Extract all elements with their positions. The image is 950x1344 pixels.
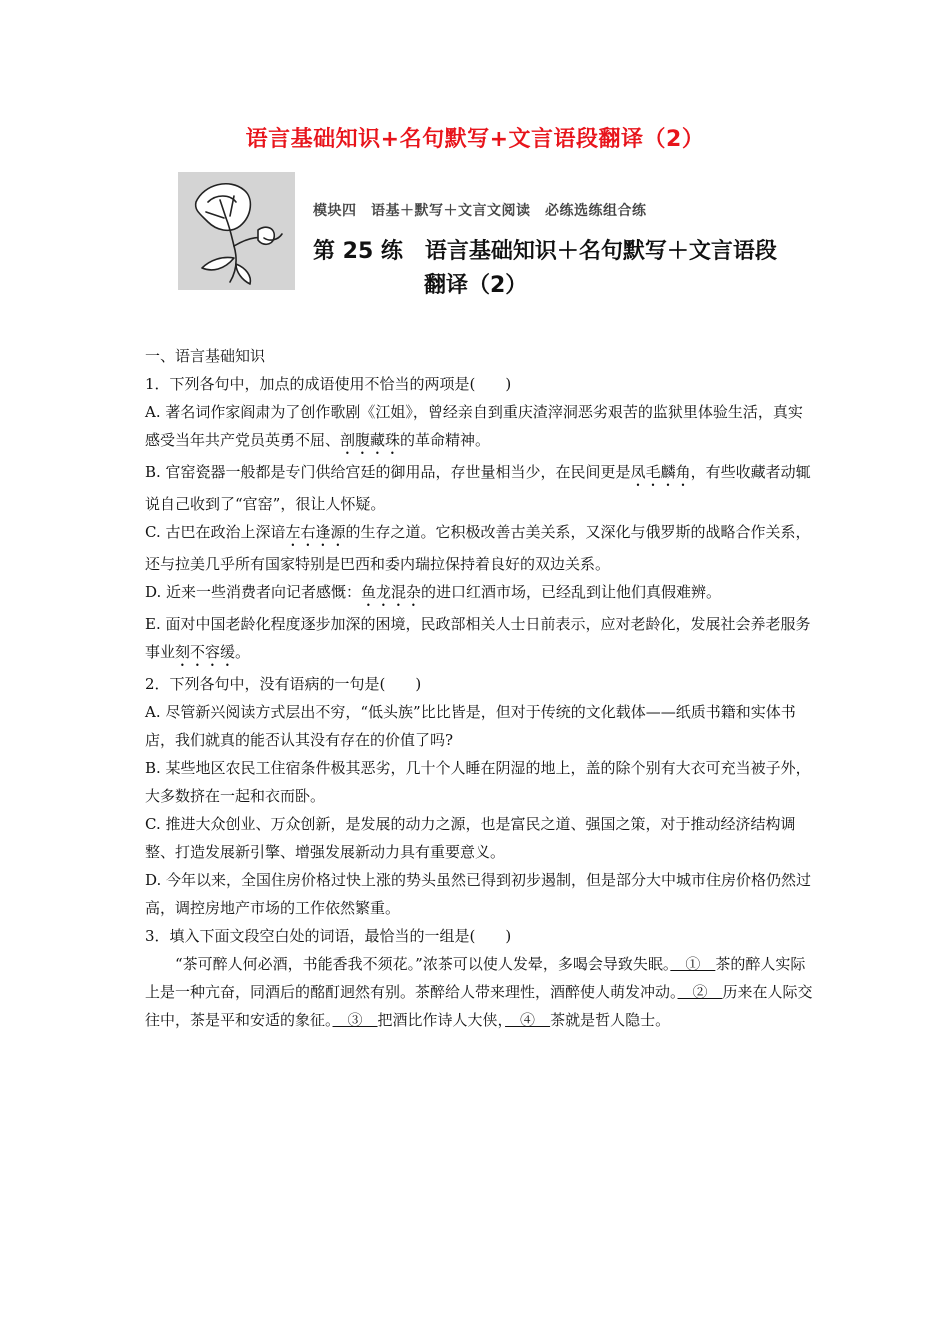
question-1-stem: 1．下列各句中，加点的成语使用不恰当的两项是( ) [145, 375, 512, 393]
option-text: 的革命精神。 [400, 431, 491, 449]
question-3-passage [145, 950, 815, 1034]
question-2-option-d: D. 今年以来，全国住房价格过快上涨的势头虽然已得到初步遏制，但是部分大中城市住房价格仍然过高，调控房地产市场的工作依然繁重。 [145, 871, 812, 917]
module-banner [178, 172, 828, 298]
question-2-stem: 2．下列各句中，没有语病的一句是( ) [145, 675, 422, 693]
dotted-idiom: 刻不容缓 [175, 643, 236, 661]
section-heading: 一、语言基础知识 [145, 347, 266, 365]
passage-text: 把酒比作诗人大侠， [377, 1011, 506, 1029]
dotted-idiom: 剖腹藏珠 [340, 431, 401, 449]
module-label: 模块四 语基＋默写＋文言文阅读 必练选练组合练 [313, 203, 647, 219]
option-text: B. 官窑瓷器一般都是专门供给宫廷的御用品，存世量相当少，在民间更是 [145, 463, 631, 481]
question-1-option-d [145, 578, 815, 610]
dotted-idiom: 凤毛麟角 [630, 463, 691, 481]
question-3-stem: 3．填入下面文段空白处的词语，最恰当的一组是( ) [145, 927, 512, 945]
option-text: 。 [235, 643, 251, 661]
option-text: D. 近来一些消费者向记者感慨： [145, 583, 362, 601]
option-text: 的生存之道。它积极改善古美关系，又深化与俄罗斯的战略合作关系，还与拉美几乎所有国家特别是巴西和委内瑞拉保持着良好的双边关系。 [145, 523, 811, 573]
question-1-option-e [145, 610, 815, 670]
passage-text: 历来在人际交往中，茶是平和安适的象征。 [145, 983, 813, 1029]
fill-blank: ③ [332, 1011, 378, 1029]
option-text: A. 著名词作家阎肃为了创作歌剧《江姐》，曾经亲自到重庆渣滓洞恶劣艰苦的监狱里体验生活，真实感受当年共产党员英勇不屈、 [145, 403, 803, 449]
exercise-title-continued: 翻译（2） [424, 273, 528, 298]
question-2-option-b: B. 某些地区农民工住宿条件极其恶劣，几十个人睡在阴湿的地上，盖的除个别有大衣可充当被子外，大多数挤在一起和衣而卧。 [145, 759, 811, 805]
question-1-option-a [145, 398, 815, 458]
fill-blank: ② [677, 983, 723, 1001]
option-text: ，有些收藏者动辄说自己收到了“官窑”，很让人怀疑。 [145, 463, 811, 513]
dotted-idiom: 鱼龙混杂 [361, 583, 422, 601]
option-text: C. 古巴在政治上深谙 [145, 523, 286, 541]
dotted-idiom: 左右逢源 [285, 523, 346, 541]
passage-text: 茶的醉人实际上是一种亢奋，同酒后的酩酊迥然有别。茶醉给人带来理性，酒醉使人萌发冲动。 [145, 955, 806, 1001]
morning-glory-flower-icon [178, 172, 295, 290]
question-1-option-c [145, 518, 815, 578]
question-2-option-a: A. 尽管新兴阅读方式层出不穷，“低头族”比比皆是，但对于传统的文化载体——纸质书籍和实体书店，我们就真的能否认其没有存在的价值了吗? [145, 703, 796, 749]
fill-blank: ④ [505, 1011, 551, 1029]
passage-text: “茶可醉人何必酒，书能香我不须花。”浓茶可以使人发晕，多喝会导致失眠。 [175, 955, 671, 973]
fill-blank: ① [670, 955, 716, 973]
document-body [145, 342, 815, 1034]
option-text: 的进口红酒市场，已经乱到让他们真假难辨。 [421, 583, 722, 601]
option-text: E. 面对中国老龄化程度逐步加深的困境，民政部相关人士日前表示，应对老龄化，发展社会养老服务事业 [145, 615, 811, 661]
passage-text: 茶就是哲人隐士。 [550, 1011, 671, 1029]
page-title: 语言基础知识+名句默写+文言语段翻译（2） [245, 127, 705, 152]
exercise-title: 第 25 练 语言基础知识＋名句默写＋文言语段 [313, 239, 777, 264]
question-2-option-c: C. 推进大众创业、万众创新，是发展的动力之源，也是富民之道、强国之策，对于推动经济结构调整、打造发展新引擎、增强发展新动力具有重要意义。 [145, 815, 796, 861]
question-1-option-b [145, 458, 815, 518]
